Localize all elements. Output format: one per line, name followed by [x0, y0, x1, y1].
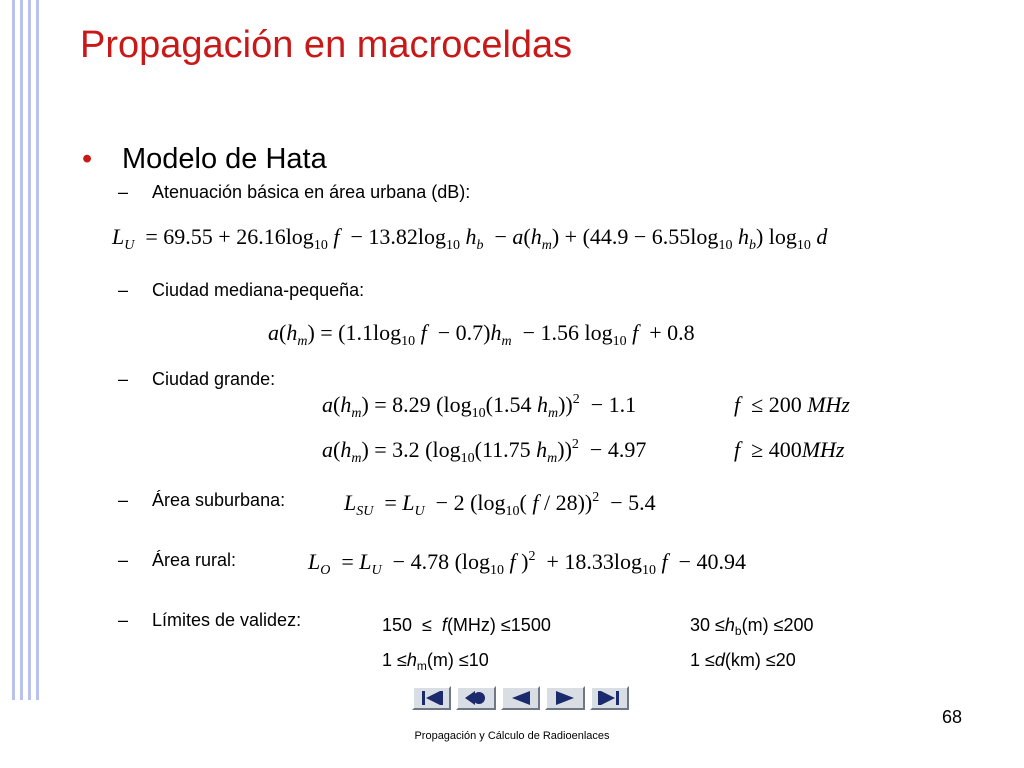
condition-large-city-2: f ≥ 400MHz — [734, 437, 845, 462]
next-slide-button[interactable] — [545, 686, 584, 710]
sub-item-rural: – Área rural: — [118, 550, 237, 570]
sub-item-label: Ciudad mediana-pequeña: — [152, 280, 365, 300]
last-icon — [596, 690, 622, 706]
equation-urban: $L_U = 69.55 + 26.16\log_{10}$ $f - 13.82\log_{10}$ $h_b - a(h_m) + (44.9 - 6.55\log_{10}$ $h_b$) $\log_{10} d$ — [112, 224, 828, 253]
limit-mobile-height: $1 \le h_m(m) \le 10$ — [382, 650, 489, 673]
sub-item-urban: – Atenuación básica en área urbana (dB): — [118, 182, 471, 202]
footer-text: Propagación y Cálculo de Radioenlaces — [414, 730, 610, 742]
decorative-line — [36, 0, 39, 700]
decorative-line — [28, 0, 31, 700]
slide-title: Propagación en macroceldas — [80, 24, 573, 66]
equation-suburban: $L_{SU} = L_U - 2$ ($\log_{10}$( f / 28))$^2$ − 5.4 — [344, 490, 656, 519]
last-slide-button[interactable] — [590, 686, 629, 710]
equation-small-city: $a(h_m) = (1.1\log_{10}$ $f - 0.7)h_m - 1.56$ $\log_{10} f + 0.8$ — [268, 320, 695, 349]
first-slide-button[interactable] — [412, 686, 451, 710]
equation-rural: $L_O = L_U - 4.78$ ($\log_{10}$ f )$^2 + 18.33\log_{10}$ f − 40.94 — [308, 549, 747, 578]
bullet-dot: • — [82, 143, 93, 175]
sub-item-suburban: – Área suburbana: — [118, 490, 286, 510]
sub-item-label: Atenuación básica en área urbana (dB): — [152, 182, 471, 202]
sub-item-validity: – Límites de validez: — [118, 610, 302, 630]
decorative-line — [12, 0, 15, 700]
decorative-line — [20, 0, 23, 700]
sub-item-label: Límites de validez: — [152, 610, 302, 630]
sub-item-large-city: – Ciudad grande: — [118, 369, 276, 389]
equation-large-city-2: $a(h_m) = 3.2$ ($\log_{10}(11.75$ $h_m))^2 - 4.97$ — [322, 437, 647, 466]
sub-item-small-city: – Ciudad mediana-pequeña: — [118, 280, 365, 300]
bullet-item — [82, 143, 327, 176]
back-icon — [463, 690, 489, 706]
first-icon — [419, 690, 445, 706]
back-button[interactable] — [456, 686, 495, 710]
sub-item-label: Área rural: — [152, 550, 237, 570]
page-number: 68 — [941, 707, 962, 727]
limit-distance: 1 ≤d(km) ≤20 — [690, 650, 796, 670]
sub-item-label: Ciudad grande: — [152, 369, 276, 389]
condition-large-city-1: f ≤ 200 MHz — [734, 392, 850, 417]
next-icon — [552, 690, 578, 706]
slide-navigation — [412, 686, 634, 710]
bullet-label: Modelo de Hata — [122, 143, 327, 175]
limit-base-height: $30 \le h_b(m) \le 200$ — [690, 615, 814, 638]
previous-slide-button[interactable] — [501, 686, 540, 710]
limit-frequency: 150 ≤ f(MHz) ≤1500 — [382, 615, 551, 635]
equation-large-city-1: $a(h_m) = 8.29$ ($\log_{10}(1.54$ $h_m))^2 - 1.1$ — [322, 392, 637, 421]
previous-icon — [508, 690, 534, 706]
sub-item-label: Área suburbana: — [152, 490, 286, 510]
